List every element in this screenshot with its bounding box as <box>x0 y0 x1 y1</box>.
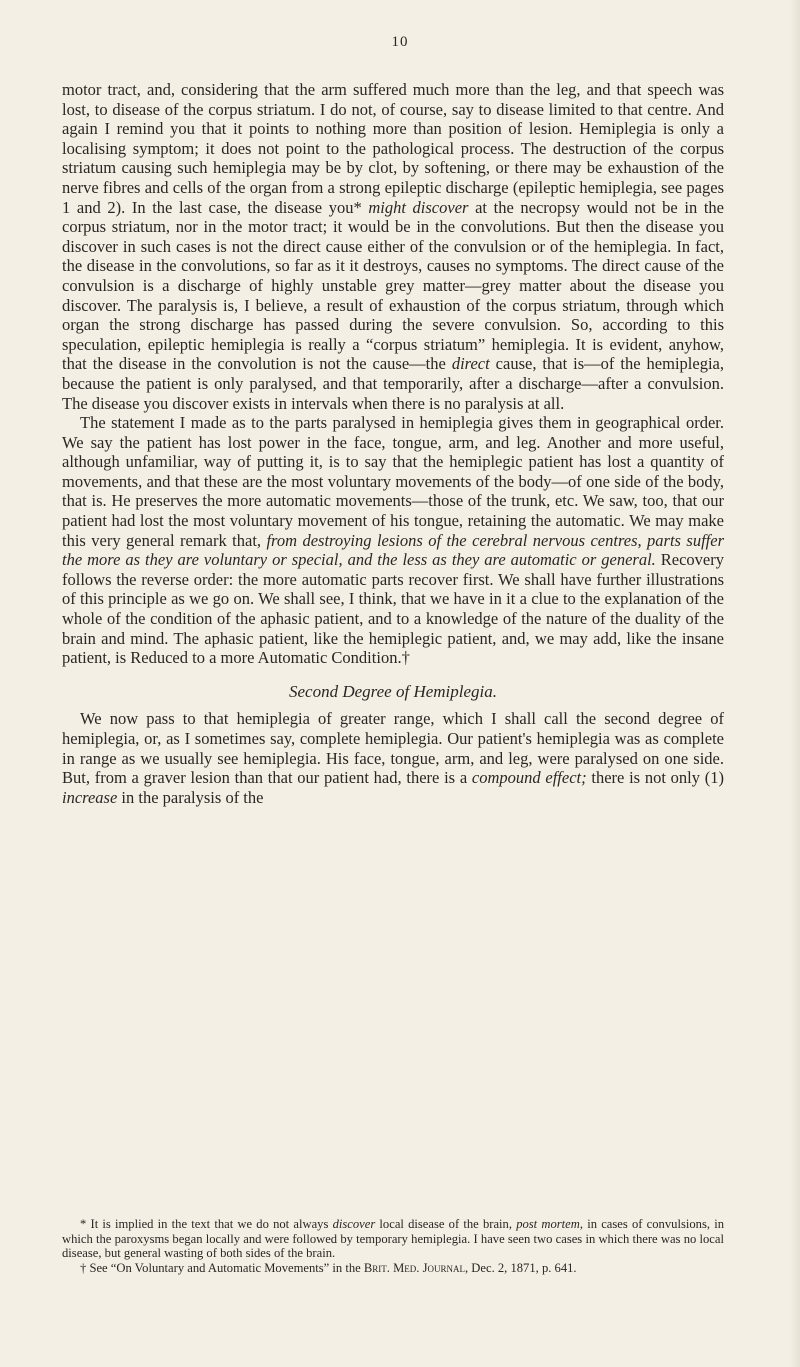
page-number: 10 <box>391 34 409 50</box>
section-heading: Second Degree of Hemiplegia. <box>288 681 498 701</box>
text-run: † See “On Voluntary and Automatic Movements” in the <box>80 1260 364 1275</box>
text-run: in the paralysis of the <box>117 787 264 807</box>
text-run: * It is implied in the text that we do not always <box>80 1217 333 1231</box>
text-run: The statement I made as to the parts paralysed in hemiplegia gives them in geographical order. We say the patient has lost power in the face, tongue, arm, and leg. Another and more useful, although unfamiliar, way of putting it, is to say that the hemiplegic patient has lost a quantity of movements, and that these are the most voluntary movements of the body—of one side of the body, that is. He preserves the more automatic movements—those of the trunk, etc. We saw, too, that our patient had lost the most voluntary movement of his tongue, retaining the automatic. We may make this very general remark that, <box>62 413 724 550</box>
emphasis-text: post mortem, <box>516 1217 584 1231</box>
text-run: cause, that is—of the hemiplegia, because the patient is only paralysed, and that temporarily, after a discharge—after a convulsion. The disease you discover exists in intervals when there is no paralysis at all. <box>62 354 724 413</box>
footnote <box>62 1261 724 1276</box>
paragraph <box>62 80 724 413</box>
emphasis-text: increase <box>62 787 118 807</box>
page-edge-shadow <box>790 0 800 1367</box>
emphasis-text: direct <box>451 354 490 374</box>
paragraph <box>62 709 724 807</box>
body-text <box>62 80 724 807</box>
footnote <box>62 1217 724 1261</box>
emphasis-text: from destroying lesions of the cerebral nervous centres, parts suffer the more as they are voluntary or special, and the less as they are automatic or general. <box>62 530 725 570</box>
text-run: in cases of convulsions, in which the paroxysms began locally and were followed by temporary hemiplegia. I have seen two cases in which there was no local disease, but general wasting of both sides of the brain. <box>62 1217 724 1261</box>
emphasis-text: compound effect; <box>471 768 587 788</box>
emphasis-text: discover <box>332 1217 376 1231</box>
emphasis-text: Brit. Med. Journal, <box>363 1260 469 1275</box>
text-run: Recovery follows the reverse order: the more automatic parts recover first. We shall have further illustrations of this principle as we go on. We shall see, I think, that we have in it a clue to the explanation of the whole of the condition of the aphasic patient, and to a knowledge of the nature of the duality of the brain and mind. The aphasic patient, like the hemiplegic patient, and, we may add, like the insane patient, is Reduced to a more Automatic Condition.† <box>62 550 724 668</box>
emphasis-text: might discover <box>368 197 469 217</box>
text-run: We now pass to that hemiplegia of greater range, which I shall call the second degree of hemiplegia, or, as I sometimes say, complete hemiplegia. Our patient's hemiplegia was as complete in range as we usually see hemiplegia. His face, tongue, arm, and leg, were paralysed on one side. But, from a graver lesion than that our patient had, there is a <box>62 709 724 788</box>
text-run: motor tract, and, considering that the arm suffered much more than the leg, and that speech was lost, to disease of the corpus striatum. I do not, of course, say to disease limited to that centre. And again I remind you that it points to nothing more than position of lesion. Hemiplegia is only a localising symptom; it does not point to the pathological process. The destruction of the corpus striatum causing such hemiplegia may be by clot, by softening, or there may be exhaustion of the nerve fibres and cells of the organ from a strong epileptic discharge (epileptic hemiplegia, see pages 1 and 2). In the last case, the disease you* <box>62 80 724 217</box>
text-run: Dec. 2, 1871, p. 641. <box>468 1260 577 1275</box>
text-run: there is not only (1) <box>586 768 724 788</box>
paragraph <box>62 413 724 668</box>
text-run: at the necropsy would not be in the corpus striatum, nor in the motor tract; it would be in the convolutions. But then the disease you discover in such cases is not the direct cause either of the convulsion or of the hemiplegia. In fact, the disease in the convolutions, so far as it it destroys, causes no symptoms. The direct cause of the convulsion is a discharge of highly unstable grey matter—grey matter about the disease you discover. The paralysis is, I believe, a result of exhaustion of the corpus striatum, through which organ the strong discharge has passed during the severe convulsion. So, according to this speculation, epileptic hemiplegia is really a “corpus striatum” hemiplegia. It is evident, anyhow, that the disease in the convolution is not the cause—the <box>62 197 724 374</box>
text-run: local disease of the brain, <box>375 1217 517 1231</box>
footnotes <box>62 1217 724 1275</box>
